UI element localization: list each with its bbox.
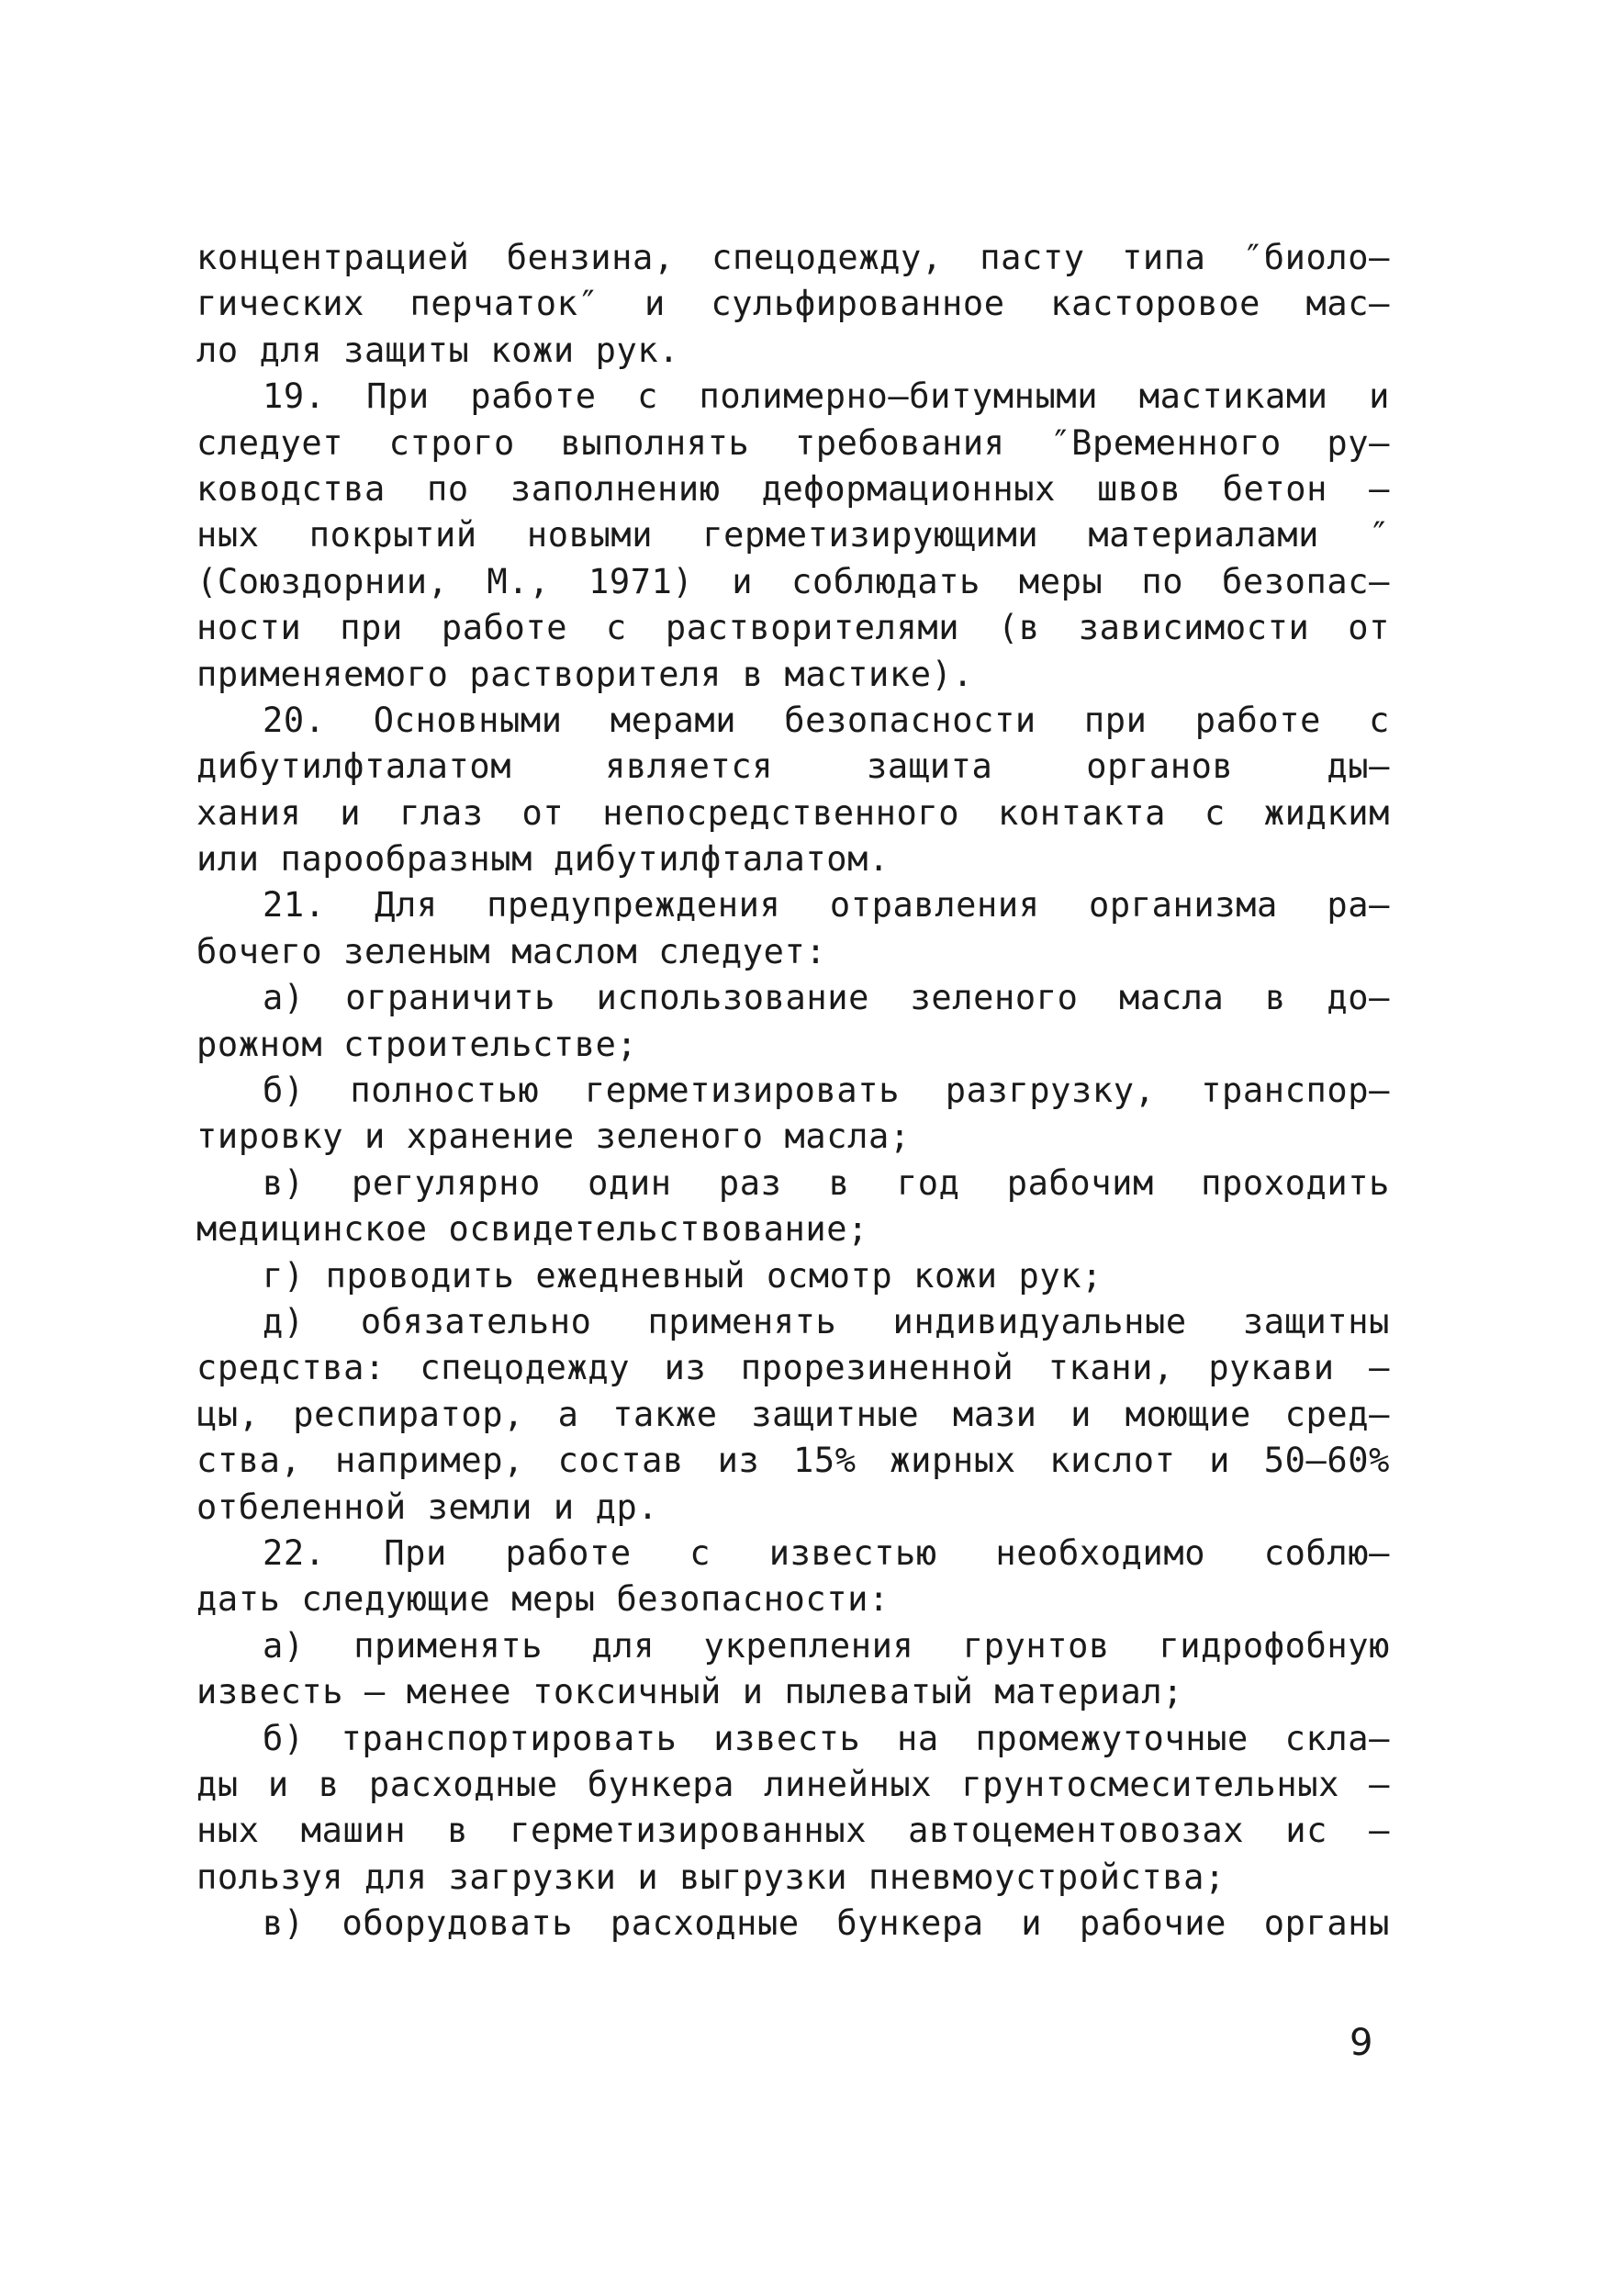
- text-line: 21. Для предупреждения отравления организма ра–: [263, 885, 1390, 926]
- text-line: средства: спецодежду из прорезиненной ткани, рукави –: [196, 1348, 1390, 1388]
- text-line: ных машин в герметизированных автоцементовозах ис –: [196, 1811, 1390, 1851]
- text-line: отбеленной земли и др.: [196, 1487, 659, 1527]
- text-line: хания и глаз от непосредственного контакта с жидким: [196, 792, 1390, 833]
- text-line: а) ограничить использование зеленого масла в до–: [263, 978, 1390, 1018]
- text-line: известь – менее токсичный и пылеватый материал;: [196, 1672, 1184, 1712]
- text-line: ности при работе с растворителями (в зависимости от: [196, 608, 1390, 648]
- text-line: 19. При работе с полимерно–битумными мастиками и: [263, 376, 1390, 417]
- text-line: ства, например, состав из 15% жирных кислот и 50–60%: [196, 1441, 1390, 1481]
- text-line: бочего зеленым маслом следует:: [196, 931, 827, 971]
- text-line: в) оборудовать расходные бункера и рабочие органы: [263, 1903, 1390, 1944]
- text-line: тировку и хранение зеленого масла;: [196, 1117, 911, 1157]
- text-line: г) проводить ежедневный осмотр кожи рук;: [263, 1255, 1103, 1296]
- text-line: пользуя для загрузки и выгрузки пневмоустройства;: [196, 1857, 1226, 1897]
- text-line: или парообразным дибутилфталатом.: [196, 839, 890, 880]
- text-line: цы, респиратор, а также защитные мази и моющие сред–: [196, 1394, 1390, 1434]
- page-number: 9: [1350, 2022, 1373, 2064]
- text-line: медицинское освидетельствование;: [196, 1209, 869, 1250]
- text-line: 20. Основными мерами безопасности при работе с: [263, 700, 1390, 740]
- text-line: а) применять для укрепления грунтов гидрофобную: [263, 1625, 1390, 1666]
- text-line: следует строго выполнять требования ″Временного ру–: [196, 422, 1390, 463]
- text-line: концентрацией бензина, спецодежду, пасту типа ″биоло–: [196, 238, 1390, 277]
- text-line: д) обязательно применять индивидуальные защитны: [263, 1301, 1390, 1341]
- text-line: ды и в расходные бункера линейных грунтосмесительных –: [196, 1764, 1390, 1804]
- text-line: рожном строительстве;: [196, 1024, 638, 1064]
- text-line: дать следующие меры безопасности:: [196, 1579, 890, 1620]
- text-line: ных покрытий новыми герметизирующими материалами ″: [196, 515, 1390, 555]
- text-line: (Союздорнии, М., 1971) и соблюдать меры по безопас–: [196, 561, 1390, 601]
- text-line: ководства по заполнению деформационных швов бетон –: [196, 468, 1390, 509]
- text-line: в) регулярно один раз в год рабочим проходить: [263, 1162, 1390, 1203]
- text-line: применяемого растворителя в мастике).: [196, 654, 974, 694]
- text-line: дибутилфталатом является защита органов ды–: [196, 746, 1390, 787]
- text-line: б) полностью герметизировать разгрузку, транспор–: [263, 1071, 1390, 1111]
- text-line: 22. При работе с известью необходимо соблю–: [263, 1532, 1390, 1573]
- text-line: ло для защиты кожи рук.: [196, 330, 680, 370]
- text-line: гических перчаток″ и сульфированное касторовое мас–: [196, 284, 1390, 324]
- document-text-body: [196, 235, 1390, 1947]
- document-page: [196, 235, 1390, 1947]
- text-line: б) транспортировать известь на промежуточные скла–: [263, 1718, 1390, 1758]
